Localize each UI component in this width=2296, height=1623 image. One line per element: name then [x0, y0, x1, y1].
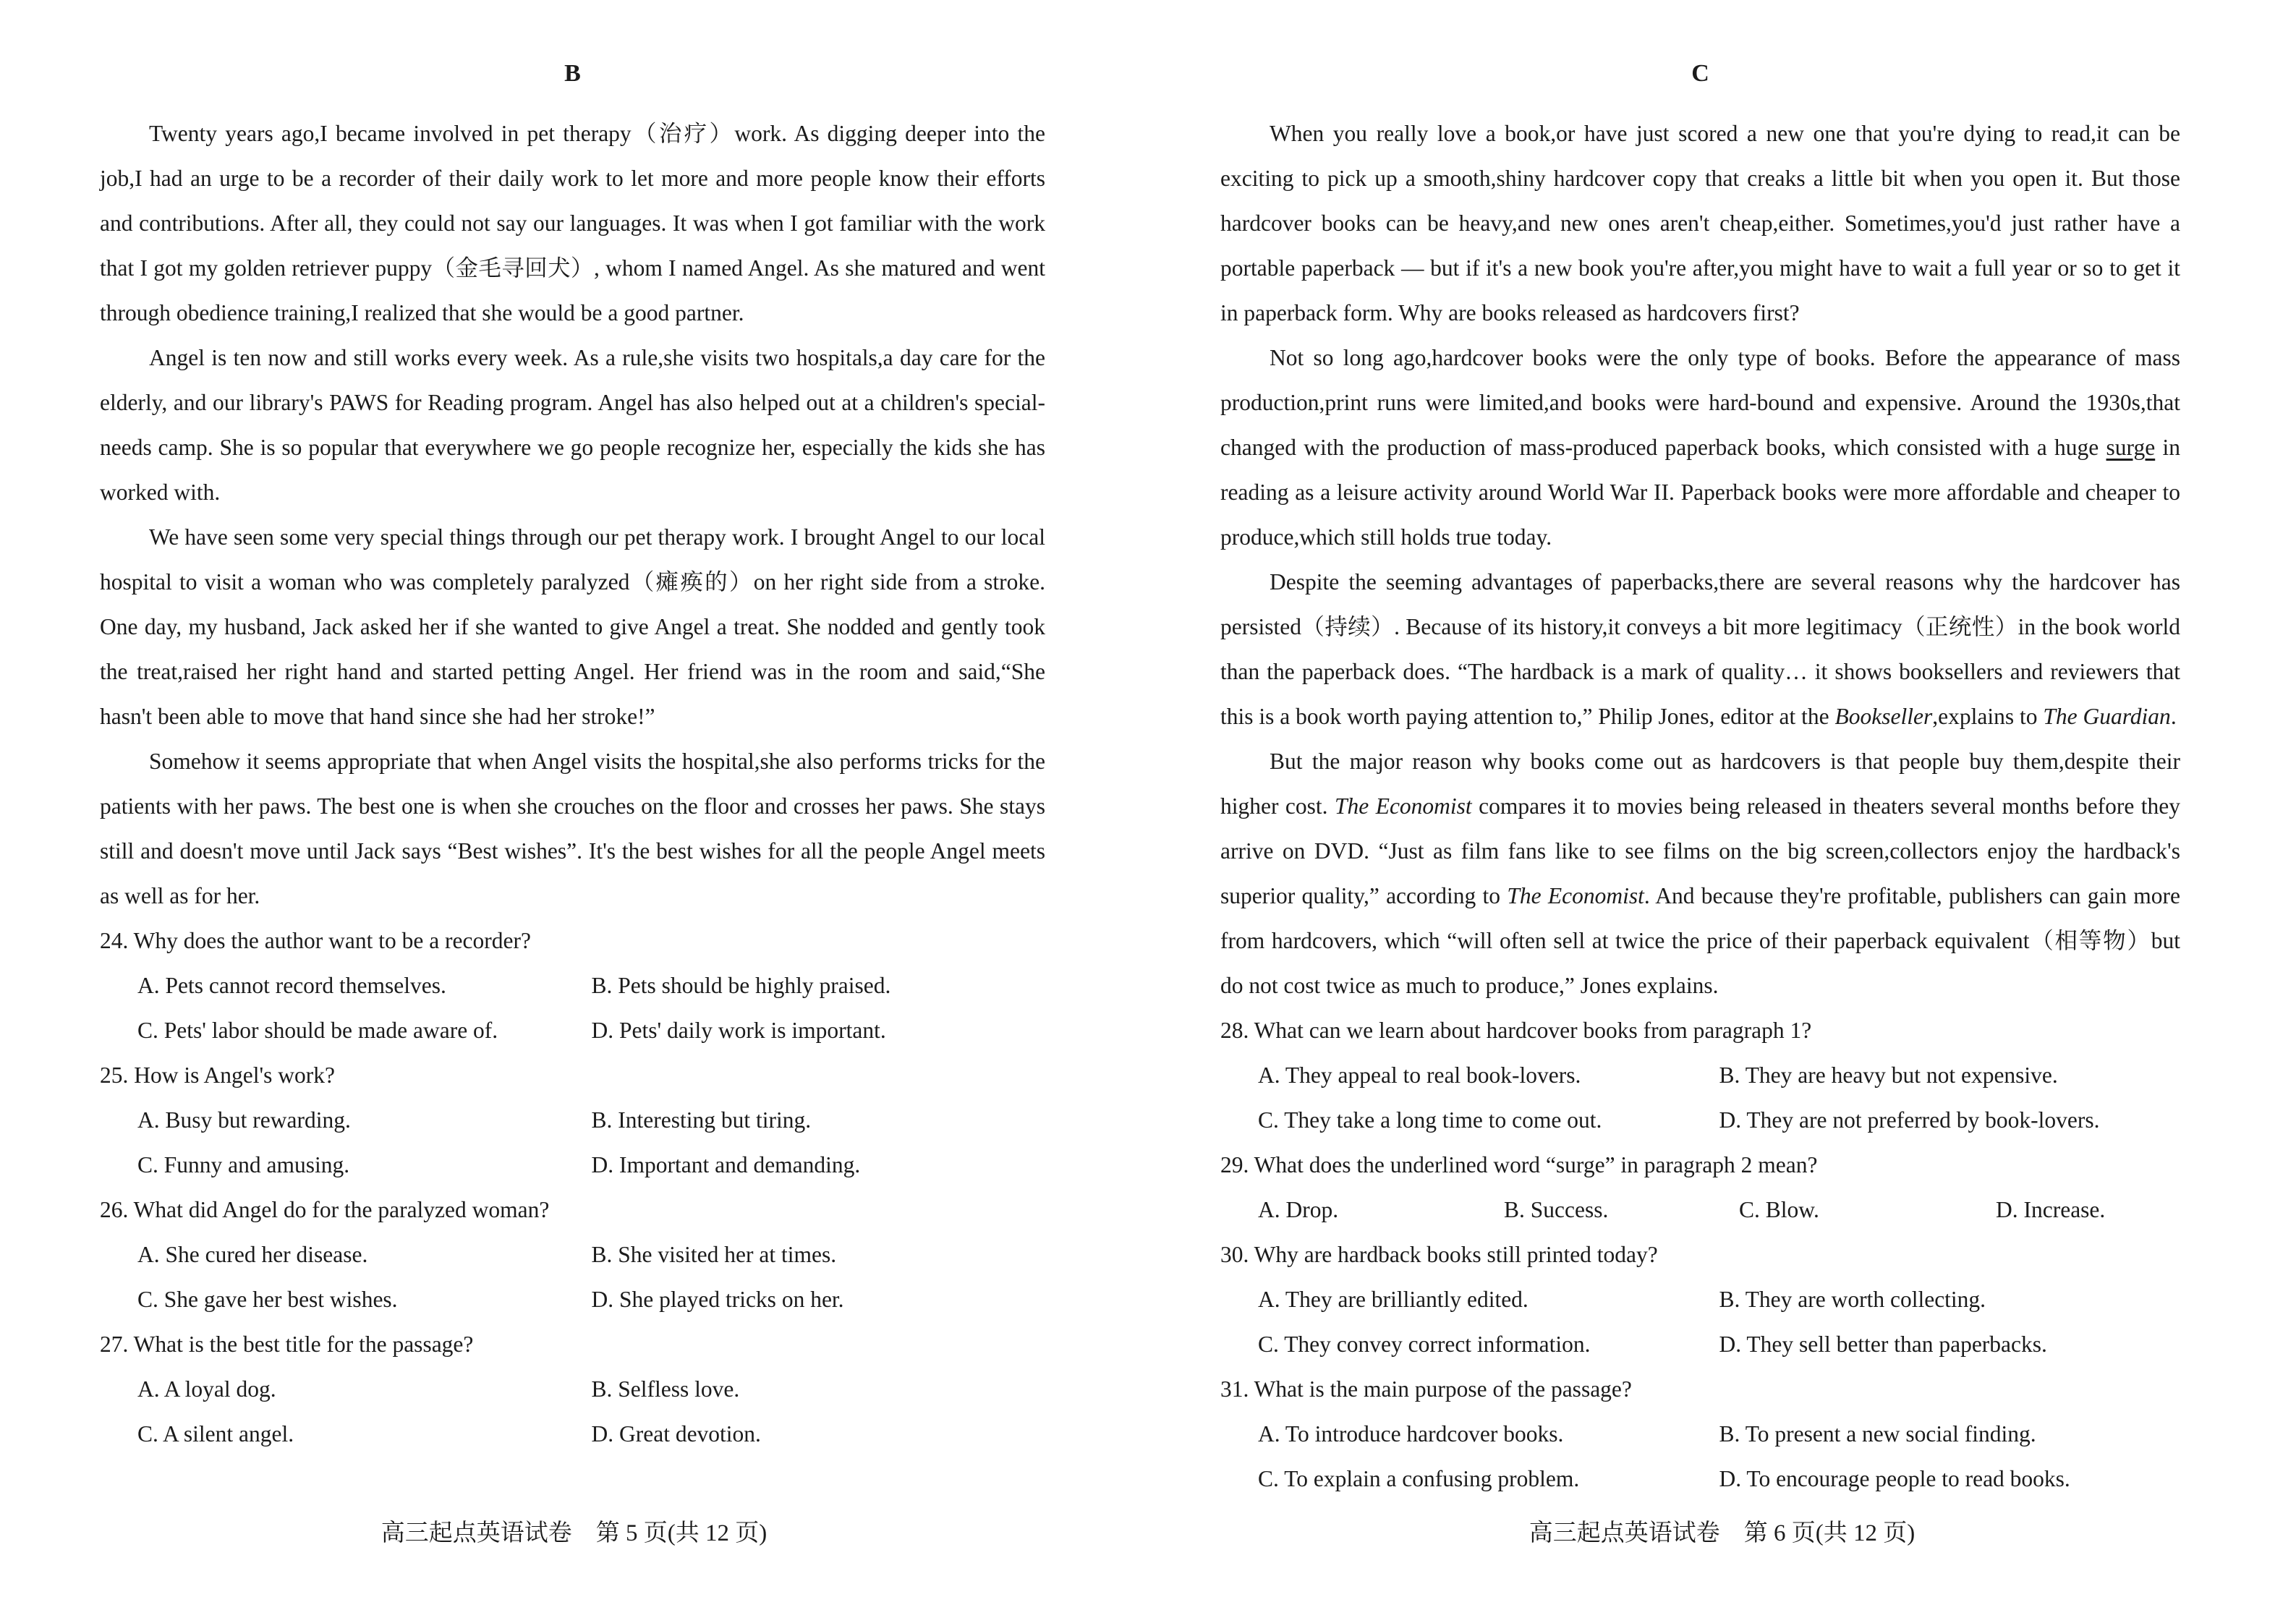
- option-b: B. Pets should be highly praised.: [591, 973, 891, 998]
- option-a: A. She cured her disease.: [137, 1242, 368, 1267]
- page-footer-5: 高三起点英语试卷 第 5 页(共 12 页): [380, 1520, 768, 1546]
- option-b: B. Selfless love.: [591, 1376, 740, 1402]
- question-29: [1220, 1143, 2180, 1232]
- text-run: But the major reason why books come out as hardcovers is that people buy them,despite their higher cost.: [1220, 749, 2180, 819]
- paragraph: Twenty years ago,I became involved in pet therapy（治疗）work. As digging deeper into the job,I had an urge to be a recorder of their daily work to let more and more people know their efforts and contributions. After all, they could not say our languages. It was when I got familiar with the work that I got my golden retriever puppy（金毛寻回犬）, whom I named Angel. As she matured and went through obedience training,I realized that she would be a good partner.: [100, 121, 1045, 325]
- paragraph: [1220, 560, 2180, 739]
- question-stem: 26. What did Angel do for the paralyzed woman?: [100, 1197, 550, 1222]
- paragraph: Somehow it seems appropriate that when Angel visits the hospital,she also performs tricks for the patients with her paws. The best one is when she crouches on the floor and crosses her paws. She stays still and doesn't move until Jack says “Best wishes”. It's the best wishes for all the people Angel meets as well as for her.: [100, 749, 1045, 908]
- right-page: [1148, 0, 2296, 1623]
- italic-title: The Economist: [1507, 883, 1644, 908]
- option-c: C. They convey correct information.: [1258, 1332, 1591, 1357]
- questions-b: [100, 919, 1045, 1457]
- option-a: A. Busy but rewarding.: [137, 1107, 351, 1133]
- question-stem: 28. What can we learn about hardcover books from paragraph 1?: [1220, 1018, 1812, 1043]
- option-d: D. They are not preferred by book-lovers.: [1719, 1107, 2100, 1133]
- text-run: ,explains to: [1932, 704, 2044, 729]
- question-30: [1220, 1232, 2180, 1367]
- option-c: C. Funny and amusing.: [137, 1152, 350, 1177]
- option-a: A. They are brilliantly edited.: [1258, 1287, 1528, 1312]
- option-a: A. They appeal to real book-lovers.: [1258, 1062, 1581, 1088]
- option-c: C. Pets' labor should be made aware of.: [137, 1018, 498, 1043]
- question-31: [1220, 1367, 2180, 1501]
- question-28: [1220, 1008, 2180, 1143]
- option-b: B. Success.: [1504, 1197, 1609, 1222]
- option-a: A. Drop.: [1258, 1197, 1339, 1222]
- option-d: D. She played tricks on her.: [591, 1287, 844, 1312]
- passage-c: [1220, 111, 2180, 1008]
- underlined-word: surge: [2106, 435, 2156, 460]
- paragraph: We have seen some very special things through our pet therapy work. I brought Angel to our local hospital to visit a woman who was completely paralyzed（瘫痪的）on her right side from a stroke. One day, my husband, Jack asked her if she wanted to give Angel a treat. She nodded and gently took the treat,raised her right hand and started petting Angel. Her friend was in the room and said,“She hasn't been able to move that hand since she had her stroke!”: [100, 524, 1045, 729]
- text-run: compares it to movies being released in theaters several months before they arrive on DVD. “Just as film fans like to see films on the big screen,collectors enjoy the hardback's superior quality,” according to: [1220, 793, 2181, 908]
- option-d: D. To encourage people to read books.: [1719, 1466, 2070, 1491]
- section-title-c: C: [1691, 60, 1709, 87]
- option-d: D. Pets' daily work is important.: [591, 1018, 886, 1043]
- question-stem: 29. What does the underlined word “surge” in paragraph 2 mean?: [1220, 1152, 1818, 1177]
- option-d: D. Increase.: [1996, 1197, 2106, 1222]
- option-c: C. She gave her best wishes.: [137, 1287, 398, 1312]
- text-run: in reading as a leisure activity around World War II. Paperback books were more affordable and cheaper to produce,which still holds true today.: [1220, 435, 2180, 550]
- italic-title: Bookseller: [1834, 704, 1933, 729]
- text-run: Not so long ago,hardcover books were the only type of books. Before the appearance of mass production,print runs were limited,and books were hard-bound and expensive. Around the 1930s,that changed with the production of mass-produced paperback books, which consisted with a huge: [1220, 345, 2180, 460]
- questions-c: [1220, 1008, 2180, 1501]
- option-c: C. A silent angel.: [137, 1421, 294, 1447]
- option-c: C. To explain a confusing problem.: [1258, 1466, 1580, 1491]
- text-run: Despite the seeming advantages of paperbacks,there are several reasons why the hardcover has persisted（持续）. Because of its history,it conveys a bit more legitimacy（正统性）in the book world than the paperback does. “The hardback is a mark of quality… it shows booksellers and reviewers that this is a book worth paying attention to,” Philip Jones, editor at the: [1220, 569, 2180, 729]
- question-stem: 30. Why are hardback books still printed today?: [1220, 1242, 1658, 1267]
- option-b: B. Interesting but tiring.: [591, 1107, 812, 1133]
- text-run: .: [2170, 704, 2177, 729]
- option-d: D. Important and demanding.: [591, 1152, 861, 1177]
- option-a: A. A loyal dog.: [137, 1376, 276, 1402]
- question-27: [100, 1322, 1045, 1457]
- option-a: A. Pets cannot record themselves.: [137, 973, 446, 998]
- section-title-b: B: [564, 60, 581, 87]
- option-c: C. Blow.: [1739, 1197, 1819, 1222]
- option-b: B. She visited her at times.: [591, 1242, 837, 1267]
- question-26: [100, 1188, 1045, 1322]
- option-b: B. They are worth collecting.: [1719, 1287, 1986, 1312]
- option-c: C. They take a long time to come out.: [1258, 1107, 1602, 1133]
- paragraph: Angel is ten now and still works every week. As a rule,she visits two hospitals,a day care for the elderly, and our library's PAWS for Reading program. Angel has also helped out at a children's special-needs camp. She is so popular that everywhere we go people recognize her, especially the kids she has worked with.: [100, 345, 1045, 505]
- option-d: D. Great devotion.: [591, 1421, 761, 1447]
- question-stem: 25. How is Angel's work?: [100, 1062, 336, 1088]
- italic-title: The Economist: [1335, 793, 1472, 819]
- question-24: [100, 919, 1045, 1053]
- paragraph: [1220, 336, 2180, 560]
- option-d: D. They sell better than paperbacks.: [1719, 1332, 2047, 1357]
- paragraph: When you really love a book,or have just scored a new one that you're dying to read,it can be exciting to pick up a smooth,shiny hardcover copy that creaks a little bit when you open it. But those hardcover books can be heavy,and new ones aren't cheap,either. Sometimes,you'd just rather have a portable paperback — but if it's a new book you're after,you might have to wait a full year or so to get it in paperback form. Why are books released as hardcovers first?: [1220, 121, 2180, 325]
- question-25: [100, 1053, 1045, 1188]
- question-stem: 27. What is the best title for the passage?: [100, 1332, 474, 1357]
- passage-b: [100, 111, 1045, 919]
- text-run: . And because they're profitable, publishers can gain more from hardcovers, which “will often sell at twice the price of their paperback equivalent（相等物）but do not cost twice as much to produce,” Jones explains.: [1220, 883, 2180, 998]
- italic-title: The Guardian: [2043, 704, 2171, 729]
- option-a: A. To introduce hardcover books.: [1258, 1421, 1564, 1447]
- question-stem: 31. What is the main purpose of the passage?: [1220, 1376, 1632, 1402]
- option-b: B. To present a new social finding.: [1719, 1421, 2036, 1447]
- paragraph: [1220, 739, 2180, 1008]
- page-footer-6: 高三起点英语试卷 第 6 页(共 12 页): [1528, 1520, 1916, 1546]
- option-b: B. They are heavy but not expensive.: [1719, 1062, 2058, 1088]
- question-stem: 24. Why does the author want to be a recorder?: [100, 928, 531, 953]
